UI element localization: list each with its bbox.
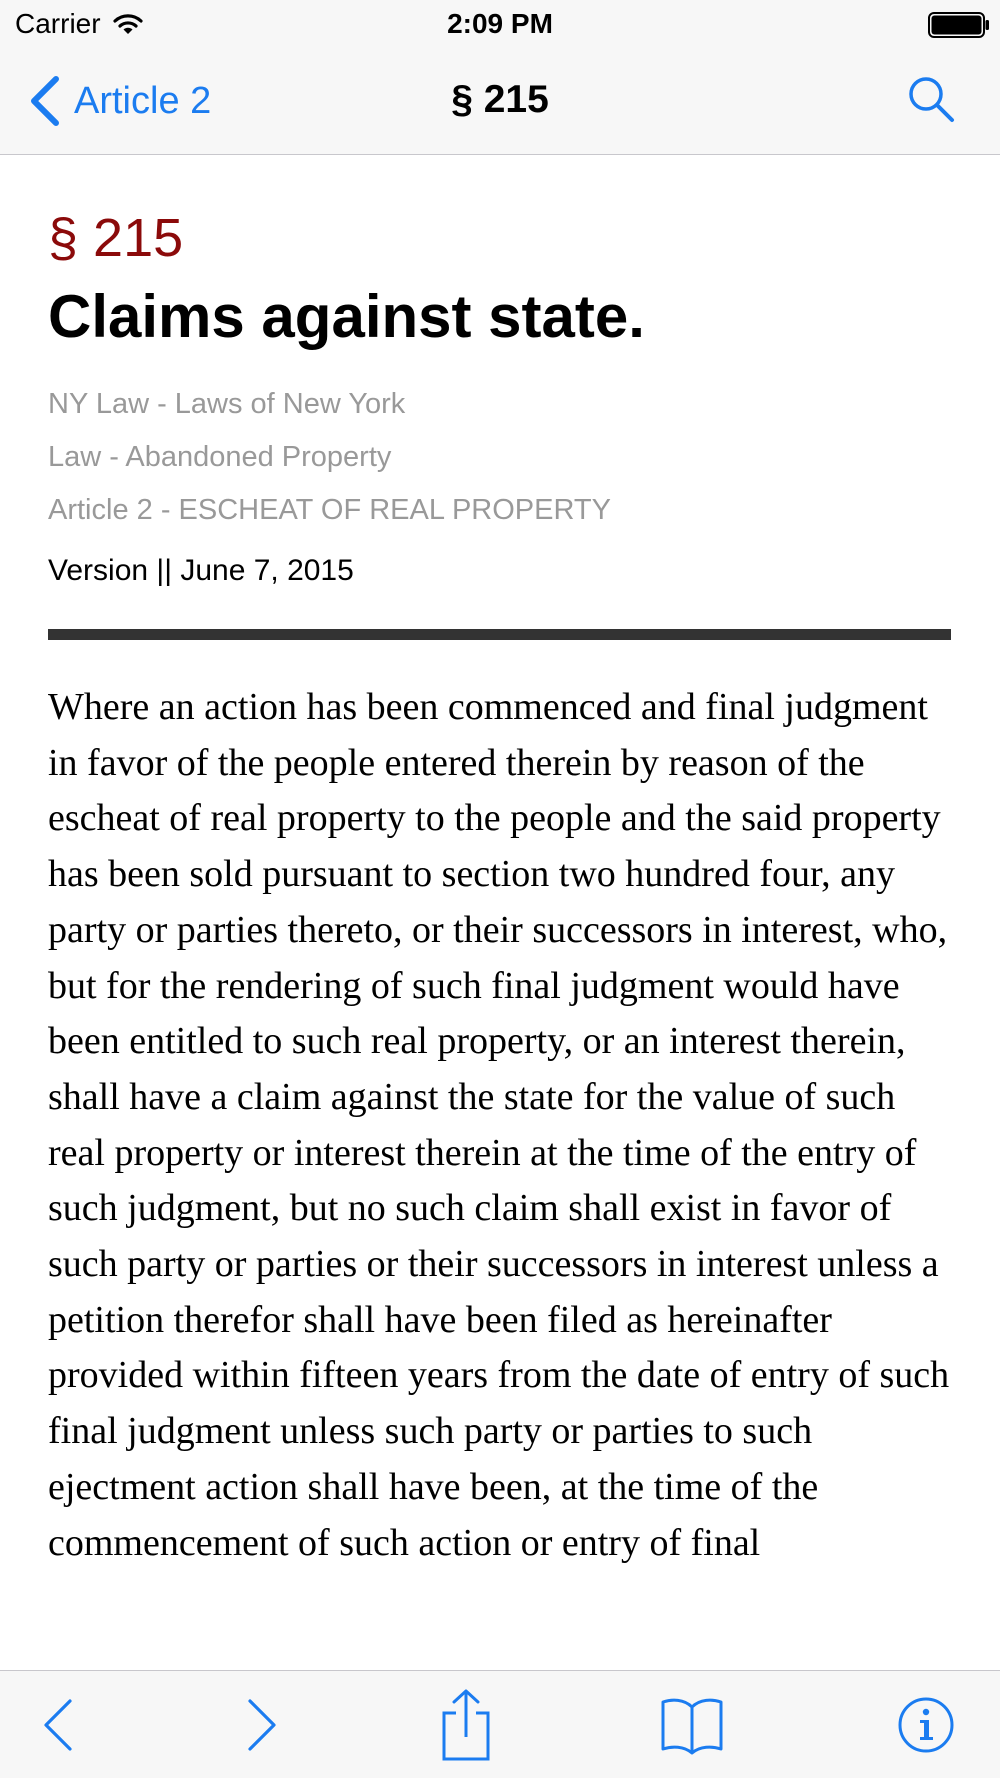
breadcrumb bbox=[48, 378, 952, 537]
nav-title: § 215 bbox=[451, 78, 549, 121]
status-time: 2:09 PM bbox=[447, 8, 553, 39]
info-icon[interactable] bbox=[894, 1693, 958, 1757]
bottom-toolbar bbox=[0, 1670, 1000, 1778]
divider bbox=[48, 629, 951, 640]
section-body-text: Where an action has been commenced and final judgment in favor of the people entered therein by reason of the escheat of real property to the people and the said property has been sold pursuant to section two hundred four, any party or parties thereto, or their successors in interest, who, but for the rendering of such final judgment would have been entitled to such real property, or an interest therein, shall have a claim against the state for the value of such real property or interest therein at the time of the entry of such judgment, but no such claim shall exist in favor of such party or parties or their successors in interest unless a petition therefor shall have been filed as hereinafter provided within fifteen years from the date of entry of such final judgment unless such party or parties to such ejectment action shall have been, at the time of the commencement of such action or entry of final bbox=[48, 686, 950, 1564]
status-bar bbox=[0, 0, 1000, 48]
content-area[interactable] bbox=[0, 156, 1000, 1670]
meta-law: Law - Abandoned Property bbox=[48, 441, 392, 473]
version-label: Version || June 7, 2015 bbox=[48, 554, 354, 587]
back-arrow-icon[interactable] bbox=[30, 1693, 94, 1757]
forward-arrow-icon[interactable] bbox=[226, 1693, 290, 1757]
share-icon[interactable] bbox=[434, 1687, 498, 1761]
navigation-bar bbox=[0, 48, 1000, 155]
meta-article: Article 2 - ESCHEAT OF REAL PROPERTY bbox=[48, 494, 611, 526]
search-icon[interactable] bbox=[906, 74, 956, 124]
carrier-label: Carrier bbox=[15, 8, 101, 39]
meta-collection: NY Law - Laws of New York bbox=[48, 388, 406, 420]
section-title: Claims against state. bbox=[48, 283, 645, 350]
battery-icon bbox=[928, 12, 990, 38]
section-number: § 215 bbox=[48, 208, 184, 268]
bookmarks-icon[interactable] bbox=[660, 1693, 724, 1757]
back-button-label: Article 2 bbox=[74, 79, 212, 122]
